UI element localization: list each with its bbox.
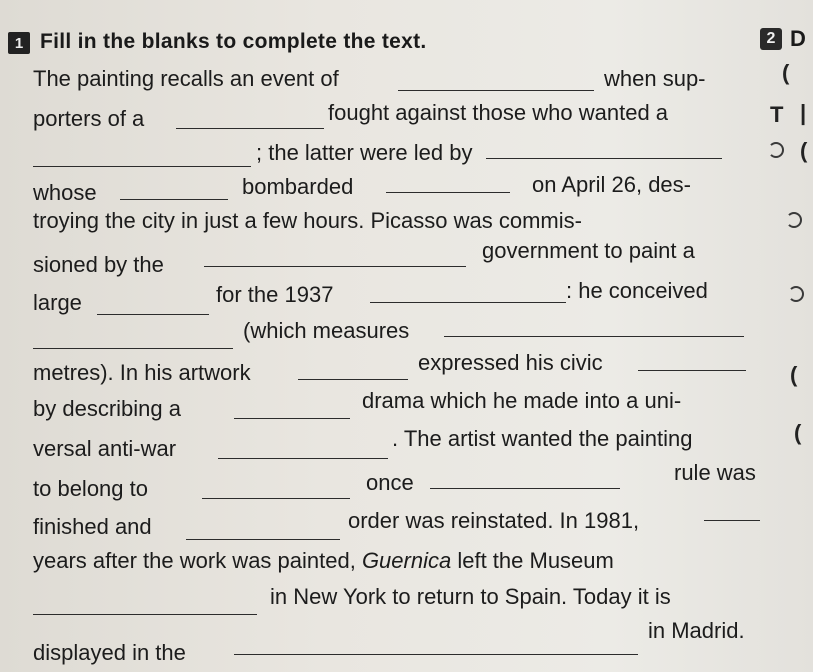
blank-field[interactable]	[486, 158, 722, 159]
option-circle-icon	[788, 286, 804, 302]
side-mark: (	[782, 60, 790, 85]
text-segment: to belong to	[33, 476, 148, 501]
blank-field[interactable]	[33, 614, 257, 615]
text-segment: finished and	[33, 514, 152, 539]
side-mark: (	[790, 362, 798, 387]
text-segment: once	[366, 470, 414, 495]
text-segment: versal anti-war	[33, 436, 177, 461]
side-mark: T	[770, 102, 784, 127]
blank-field[interactable]	[386, 192, 510, 193]
next-exercise-letter: D	[790, 26, 806, 51]
option-circle-icon	[768, 142, 784, 158]
blank-field[interactable]	[202, 498, 350, 499]
text-segment: whose	[33, 180, 97, 205]
side-mark: (	[800, 138, 808, 163]
blank-field[interactable]	[234, 654, 638, 655]
blank-field[interactable]	[444, 336, 744, 337]
blank-field[interactable]	[704, 520, 760, 521]
text-segment: troying the city in just a few hours. Picasso was commis-	[33, 208, 582, 233]
next-exercise-number-badge: 2	[760, 28, 782, 50]
text-segment: large	[33, 290, 82, 315]
blank-field[interactable]	[218, 458, 388, 459]
option-circle-icon	[786, 212, 802, 228]
text-segment: rule was	[674, 460, 756, 485]
blank-field[interactable]	[430, 488, 620, 489]
text-segment: bombarded	[242, 174, 354, 199]
blank-field[interactable]	[186, 539, 340, 540]
blank-field[interactable]	[234, 418, 350, 419]
blank-field[interactable]	[370, 302, 566, 303]
blank-field[interactable]	[398, 90, 594, 91]
exercise-number-badge: 1	[8, 32, 30, 54]
text-segment: order was reinstated. In 1981,	[348, 508, 640, 533]
text-segment: by describing a	[33, 396, 181, 421]
side-mark: (	[794, 420, 802, 445]
blank-field[interactable]	[638, 370, 746, 371]
text-segment: on April 26, des-	[532, 172, 691, 197]
text-segment: in New York to return to Spain. Today it is	[270, 584, 671, 609]
text-segment: fought against those who wanted a	[328, 100, 669, 125]
text-segment: . The artist wanted the painting	[392, 426, 693, 451]
text-segment: sioned by the	[33, 252, 164, 277]
blank-field[interactable]	[120, 199, 228, 200]
text-segment: expressed his civic	[418, 350, 603, 375]
text-segment: when sup-	[604, 66, 706, 91]
text-segment: in Madrid.	[648, 618, 745, 643]
text-segment: ; the latter were led by	[256, 140, 473, 165]
text-segment: metres). In his artwork	[33, 360, 251, 385]
text-segment: : he conceived	[566, 278, 708, 303]
blank-field[interactable]	[33, 348, 233, 349]
blank-field[interactable]	[33, 166, 251, 167]
text-segment: government to paint a	[482, 238, 695, 263]
text-segment: displayed in the	[33, 640, 186, 665]
blank-field[interactable]	[298, 379, 408, 380]
blank-field[interactable]	[97, 314, 209, 315]
exercise-title: Fill in the blanks to complete the text.	[40, 30, 427, 53]
text-segment: porters of a	[33, 106, 145, 131]
text-line-guernica: years after the work was painted, Guernica left the Museum	[33, 548, 614, 573]
text-segment: drama which he made into a uni-	[362, 388, 682, 413]
blank-field[interactable]	[204, 266, 466, 267]
text-segment: The painting recalls an event of	[33, 66, 339, 91]
side-mark: |	[800, 100, 807, 125]
blank-field[interactable]	[176, 128, 324, 129]
text-segment: for the 1937	[216, 282, 334, 307]
text-segment: (which measures	[243, 318, 410, 343]
